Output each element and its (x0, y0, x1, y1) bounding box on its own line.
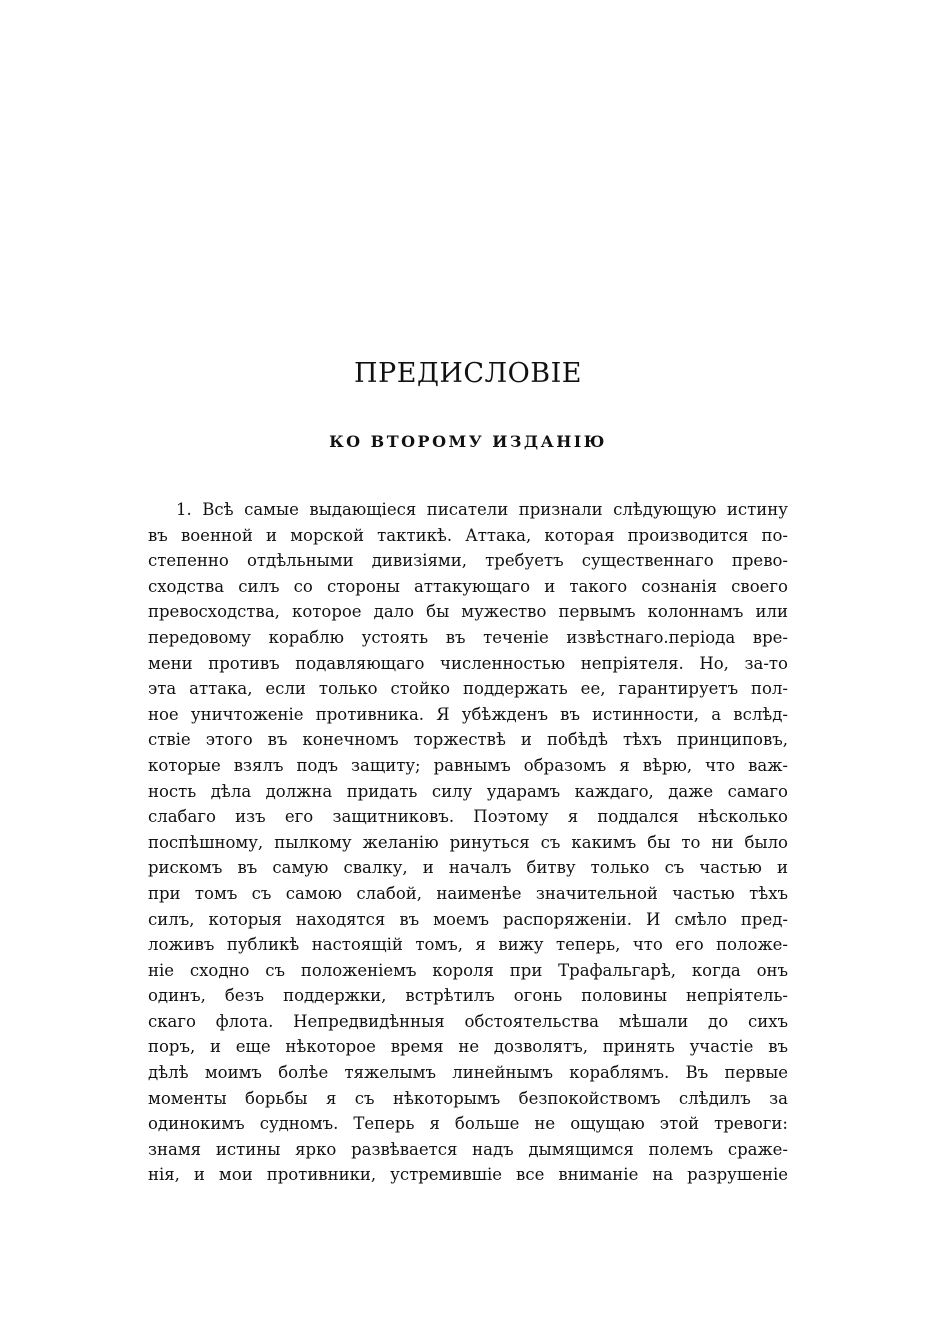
text-line: эта аттака, если только стойко поддержать ее, гарантируетъ пол- (148, 679, 788, 699)
page-subtitle: КО ВТОРОМУ ИЗДАНIЮ (329, 432, 607, 451)
text-line: передовому кораблю устоять въ теченіе извѣстнаго.періода вре- (148, 627, 788, 647)
paragraph-1 (148, 497, 788, 1188)
text-line: скаго флота. Непредвидѣнныя обстоятельства мѣшали до сихъ (148, 1011, 788, 1031)
text-line: одинъ, безъ поддержки, встрѣтилъ огонь половины непріятель- (148, 986, 788, 1006)
text-line: ность дѣла должна придать силу ударамъ каждаго, даже самаго (148, 781, 788, 801)
text-line: степенно отдѣльными дивизіями, требуетъ существеннаго прево- (148, 551, 788, 571)
text-line: поръ, и еще нѣкоторое время не дозволятъ, принять участіе въ (148, 1037, 788, 1057)
text-line: рискомъ въ самую свалку, и началъ битву только съ частью и (148, 858, 788, 878)
text-line: нія, и мои противники, устремившіе все вниманіе на разрушеніе (148, 1165, 788, 1185)
text-line: поспѣшному, пылкому желанію ринуться съ какимъ бы то ни было (148, 832, 788, 852)
text-line: которые взялъ подъ защиту; равнымъ образомъ я вѣрю, что важ- (148, 755, 788, 775)
text-line: силъ, которыя находятся въ моемъ распоряженіи. И смѣло пред- (148, 909, 788, 929)
text-line: 1. Всѣ самые выдающіеся писатели признали слѣдующую истину (176, 500, 788, 519)
text-line: моменты борьбы я съ нѣкоторымъ безпокойствомъ слѣдилъ за (148, 1088, 788, 1108)
text-line: въ военной и морской тактикѣ. Аттака, которая производится по- (148, 525, 788, 545)
text-line: ное уничтоженіе противника. Я убѣжденъ въ истинности, а вслѣд- (148, 704, 788, 724)
text-line: сходства силъ со стороны аттакующаго и такого сознанія своего (148, 576, 788, 596)
text-line: дѣлѣ моимъ болѣе тяжелымъ линейнымъ кораблямъ. Въ первые (148, 1063, 788, 1083)
text-line: превосходства, которое дало бы мужество первымъ колоннамъ или (148, 602, 788, 622)
text-line: ложивъ публикѣ настоящій томъ, я вижу теперь, что его положе- (148, 935, 788, 955)
text-line: мени противъ подавляющаго численностью непріятеля. Но, за-то (148, 653, 788, 673)
page-title: ПРЕДИСЛОВIЕ (354, 358, 582, 389)
text-line: одинокимъ судномъ. Теперь я больше не ощущаю этой тревоги: (148, 1114, 788, 1134)
text-line: при томъ съ самою слабой, наименѣе значительной частью тѣхъ (148, 883, 788, 903)
text-line: ствіе этого въ конечномъ торжествѣ и побѣдѣ тѣхъ принциповъ, (148, 730, 788, 750)
text-line: знамя истины ярко развѣвается надъ дымящимся полемъ сраже- (148, 1139, 788, 1159)
text-line: слабаго изъ его защитниковъ. Поэтому я поддался нѣсколько (148, 807, 788, 827)
text-line: ніе сходно съ положеніемъ короля при Трафальгарѣ, когда онъ (148, 960, 788, 980)
